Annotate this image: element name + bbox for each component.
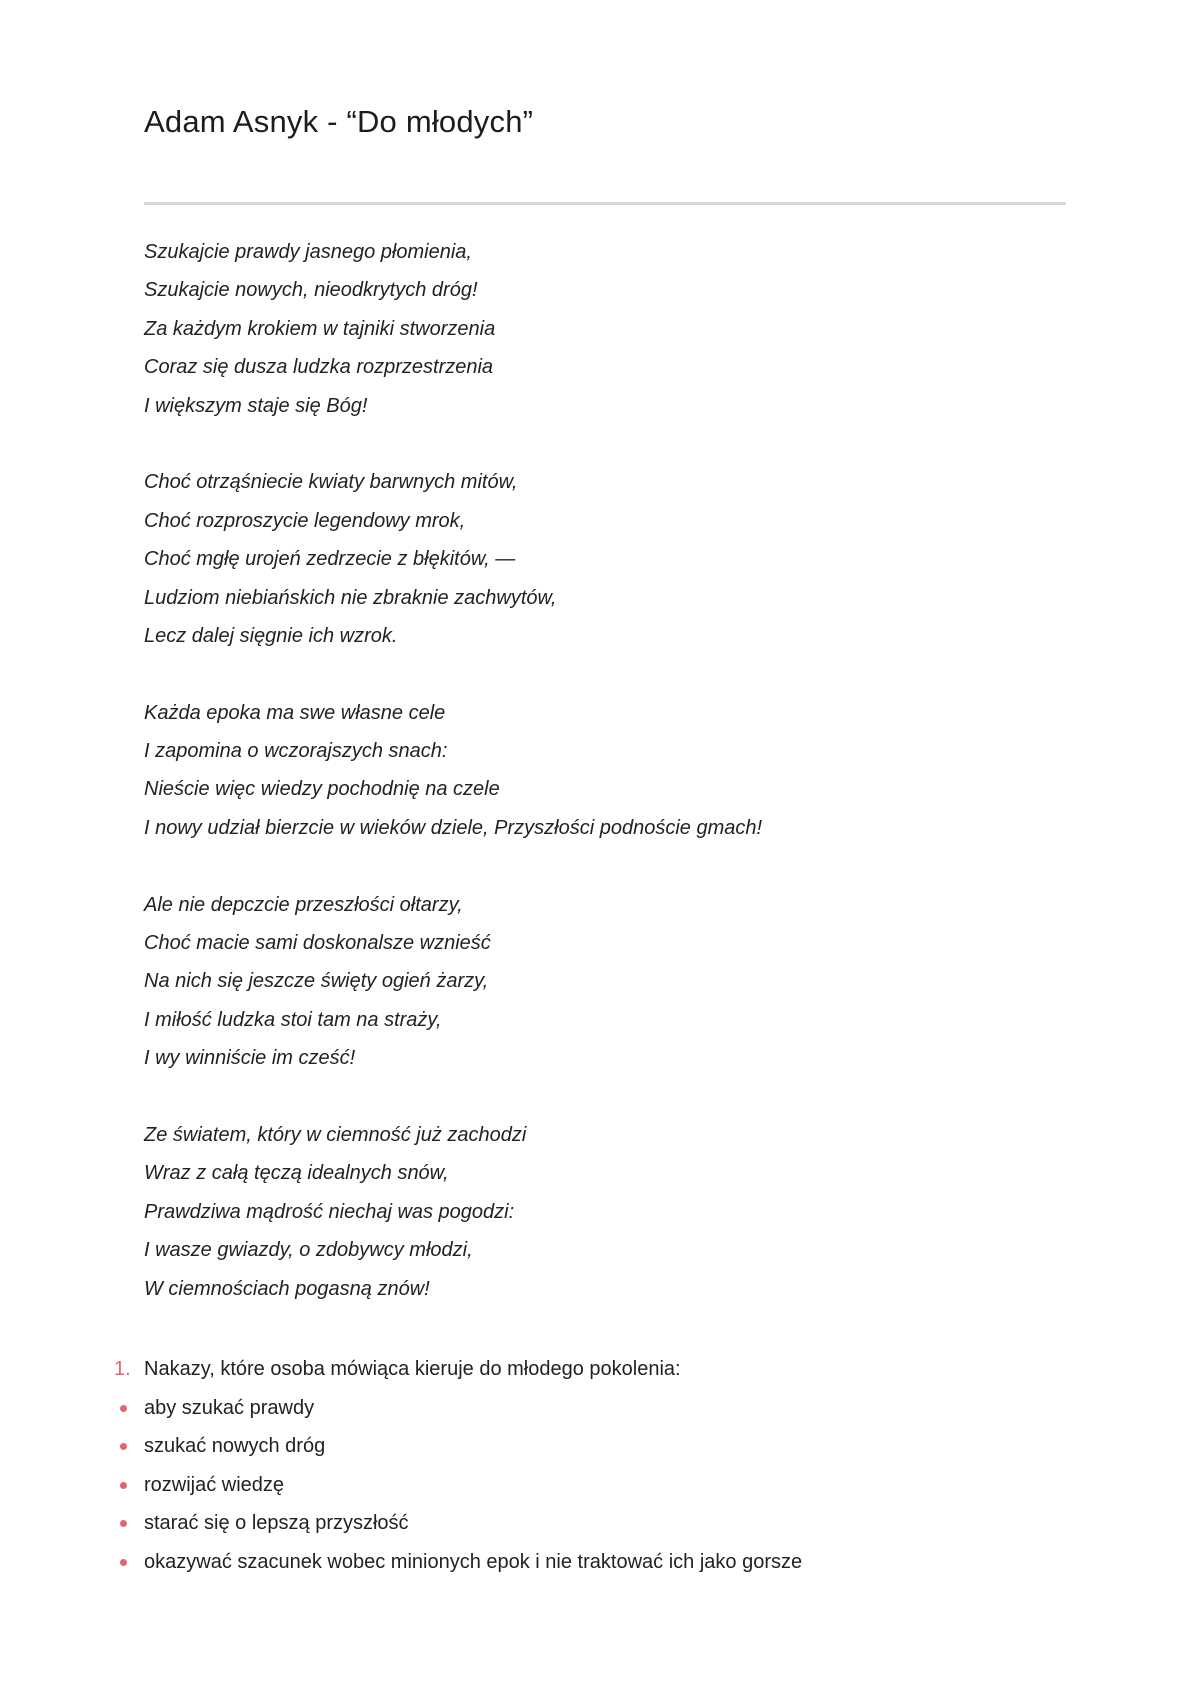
poem-stanza-1: [144, 233, 1066, 425]
bullet-text: szukać nowych dróg: [144, 1435, 326, 1458]
poem-line: I nowy udział bierzcie w wieków dziele, Przyszłości podnoście gmach!: [144, 816, 763, 839]
poem-stanza-5: [144, 1116, 1066, 1308]
bullet-item: [144, 1427, 1066, 1466]
bullet-item: [144, 1543, 1066, 1582]
bullet-dot-icon: [120, 1482, 127, 1489]
bullet-item: [144, 1389, 1066, 1428]
poem-line: Na nich się jeszcze święty ogień żarzy,: [144, 970, 489, 993]
poem-stanza-3: [144, 694, 1066, 848]
poem-line: Szukajcie prawdy jasnego płomienia,: [144, 241, 472, 263]
bullet-dot-icon: [120, 1443, 127, 1450]
bullet-dot-icon: [120, 1520, 127, 1527]
poem-stanza-2: [144, 463, 1066, 655]
poem-line: Ale nie depczcie przeszłości ołtarzy,: [144, 893, 463, 916]
poem-line: Coraz się dusza ludzka rozprzestrzenia: [144, 356, 494, 379]
poem-line: I większym staje się Bóg!: [144, 394, 368, 417]
bullet-dot-icon: [120, 1559, 127, 1566]
question-number: 1.: [114, 1358, 131, 1380]
poem-line: Choć mgłę urojeń zedrzecie z błękitów, —: [144, 548, 516, 571]
poem-line: Nieście więc wiedzy pochodnię na czele: [144, 778, 500, 801]
poem-line: Lecz dalej sięgnie ich wzrok.: [144, 624, 398, 647]
bullet-item: [144, 1504, 1066, 1543]
bullet-text: aby szukać prawdy: [144, 1396, 315, 1419]
poem-line: Ze światem, który w ciemność już zachodzi: [144, 1123, 527, 1146]
bullet-text: starać się o lepszą przyszłość: [144, 1512, 409, 1535]
question-list: [114, 1350, 1066, 1582]
poem-line: Prawdziwa mądrość niechaj was pogodzi:: [144, 1200, 515, 1223]
poem-line: W ciemnościach pogasną znów!: [144, 1277, 430, 1300]
poem-line: Szukajcie nowych, nieodkrytych dróg!: [144, 279, 478, 302]
poem-line: I wasze gwiazdy, o zdobywcy młodzi,: [144, 1239, 473, 1262]
title-divider: [144, 202, 1066, 205]
bullet-text: rozwijać wiedzę: [144, 1473, 285, 1496]
poem-line: Choć macie sami doskonalsze wznieść: [144, 932, 491, 955]
poem-line: Każda epoka ma swe własne cele: [144, 701, 446, 724]
poem-line: Ludziom niebiańskich nie zbraknie zachwytów,: [144, 586, 557, 609]
bullet-item: [144, 1466, 1066, 1505]
poem-stanza-4: [144, 886, 1066, 1078]
poem-line: Choć otrząśniecie kwiaty barwnych mitów,: [144, 471, 518, 494]
poem-line: Choć rozproszycie legendowy mrok,: [144, 509, 466, 532]
poem-line: Wraz z całą tęczą idealnych snów,: [144, 1162, 449, 1185]
poem-line: I miłość ludzka stoi tam na straży,: [144, 1008, 442, 1031]
document-title: Adam Asnyk - “Do młodych”: [144, 104, 534, 139]
question-text: Nakazy, które osoba mówiąca kieruje do młodego pokolenia:: [144, 1358, 681, 1380]
bullet-text: okazywać szacunek wobec minionych epok i nie traktować ich jako gorsze: [144, 1550, 803, 1573]
poem: [144, 233, 1066, 1346]
poem-line: I zapomina o wczorajszych snach:: [144, 740, 448, 763]
bullet-dot-icon: [120, 1405, 127, 1412]
question-item: [114, 1350, 1066, 1389]
poem-line: I wy winniście im cześć!: [144, 1047, 356, 1070]
poem-line: Za każdym krokiem w tajniki stworzenia: [144, 317, 496, 340]
